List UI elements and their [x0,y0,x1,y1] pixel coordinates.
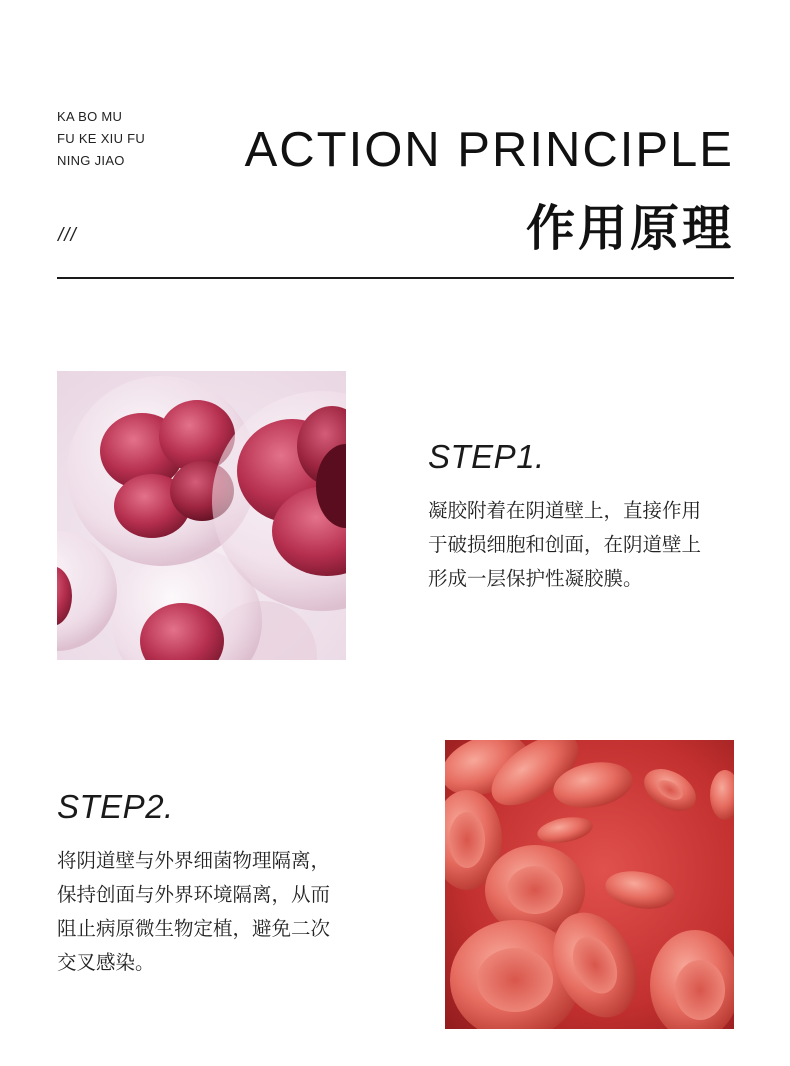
step1-line: 形成一层保护性凝胶膜。 [428,568,643,590]
step1-line: 于破损细胞和创面，在阴道壁上 [428,534,702,556]
page-title-cn: 作用原理 [525,199,734,257]
header-divider [57,277,734,279]
step2-title: STEP2. [57,788,174,825]
brand-block [57,106,145,172]
step2-line: 交叉感染。 [57,952,155,974]
brand-line: KA BO MU [57,109,123,124]
page-title-en: ACTION PRINCIPLE [244,123,734,177]
step1-description [428,494,701,596]
slashes-decoration: /// [58,225,77,246]
step2-line: 保持创面与外界环境隔离，从而 [57,884,331,906]
red-blood-cells-photo [445,740,734,1029]
step2-description [57,844,330,980]
step2-line: 阻止病原微生物定植，避免二次 [57,918,331,940]
step1-title: STEP1. [428,438,545,475]
brand-line: NING JIAO [57,153,125,168]
brand-line: FU KE XIU FU [57,131,146,146]
step1-line: 凝胶附着在阴道壁上，直接作用 [428,500,702,522]
step2-line: 将阴道壁与外界细菌物理隔离， [57,850,331,872]
cell-division-photo [57,371,346,660]
